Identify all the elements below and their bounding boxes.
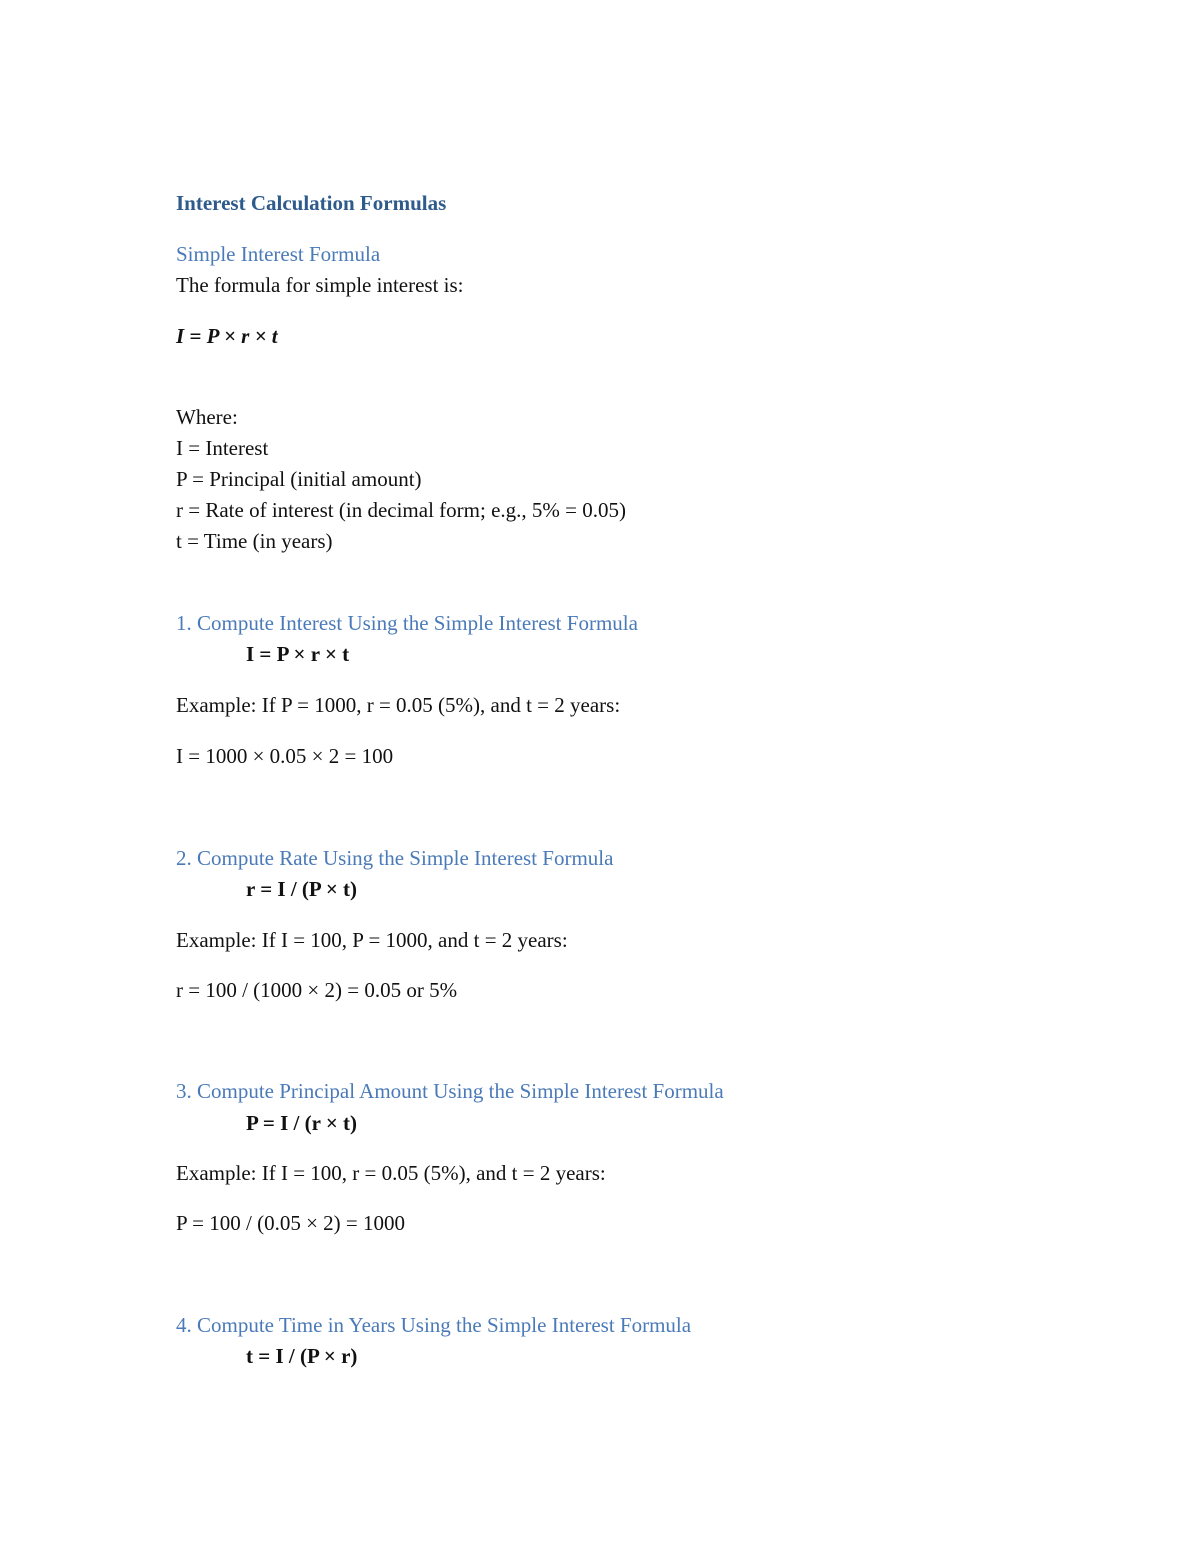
intro-formula: I = P × r × t [176,324,278,348]
section-1-example: Example: If P = 1000, r = 0.05 (5%), and t = 2 years: [176,693,621,717]
section-2-result: r = 100 / (1000 × 2) = 0.05 or 5% [176,978,458,1002]
section-1-result: I = 1000 × 0.05 × 2 = 100 [176,744,394,768]
section-2-formula: r = I / (P × t) [246,877,358,901]
definition-time: t = Time (in years) [176,529,333,553]
section-3-result: P = 100 / (0.05 × 2) = 1000 [176,1211,406,1235]
section-3-formula: P = I / (r × t) [246,1111,358,1135]
definition-interest: I = Interest [176,436,269,460]
intro-heading: Simple Interest Formula [176,242,381,266]
section-3-heading: 3. Compute Principal Amount Using the Simple Interest Formula [176,1079,724,1103]
definition-principal: P = Principal (initial amount) [176,467,422,491]
definition-rate: r = Rate of interest (in decimal form; e.g., 5% = 0.05) [176,498,626,522]
section-4-heading: 4. Compute Time in Years Using the Simple Interest Formula [176,1313,692,1337]
section-4-formula: t = I / (P × r) [246,1344,358,1368]
section-1-heading: 1. Compute Interest Using the Simple Interest Formula [176,611,638,635]
document-title: Interest Calculation Formulas [176,191,447,215]
section-2-example: Example: If I = 100, P = 1000, and t = 2 years: [176,928,568,952]
section-3-example: Example: If I = 100, r = 0.05 (5%), and t = 2 years: [176,1161,606,1185]
section-1-formula: I = P × r × t [246,642,350,666]
where-label: Where: [176,405,238,429]
section-2-heading: 2. Compute Rate Using the Simple Interest Formula [176,846,614,870]
intro-text: The formula for simple interest is: [176,273,464,297]
